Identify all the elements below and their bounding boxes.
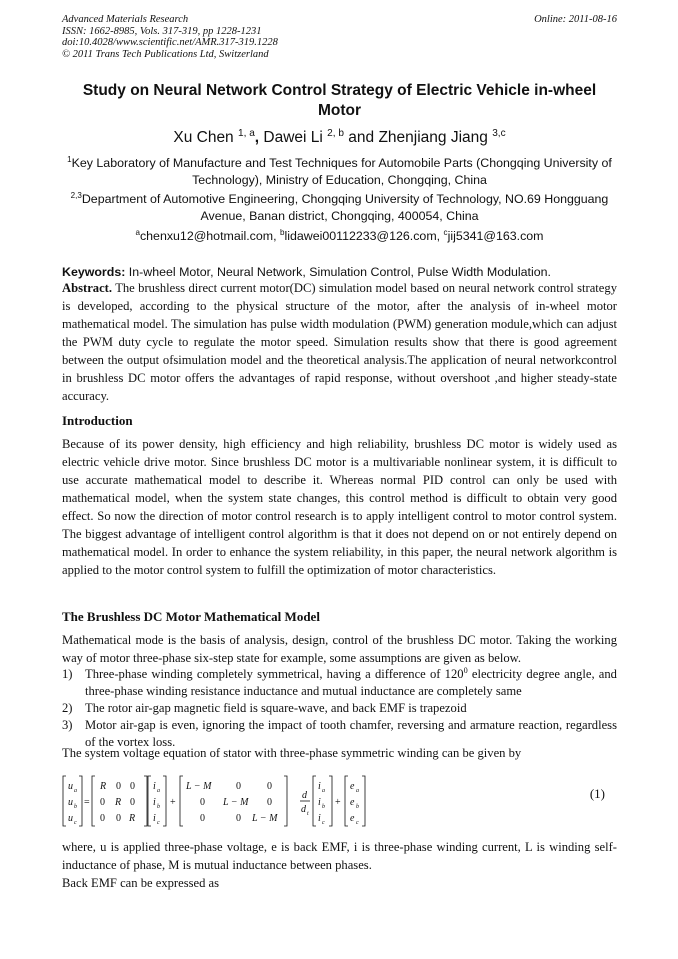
email-b[interactable]: lidawei00112233@126.com, [284, 229, 444, 243]
author-line [62, 128, 617, 147]
introduction-heading: Introduction [62, 413, 133, 428]
keywords-label: Keywords: [62, 265, 126, 279]
back-emf-text: Back EMF can be expressed as [62, 876, 220, 890]
author-1-affil: 1, a [238, 127, 255, 139]
journal-name: Advanced Materials Research [62, 14, 189, 25]
list-item [62, 666, 617, 700]
author-separator: , [254, 129, 264, 146]
email-c[interactable]: jij5341@163.com [447, 229, 544, 243]
model-heading: The Brushless DC Motor Mathematical Model [62, 609, 320, 624]
e-a: e [350, 781, 355, 792]
i-b-sub: b [157, 804, 160, 810]
e-a-sub: a [356, 788, 359, 794]
l-matrix-cell: 0 [267, 781, 272, 792]
i-c-sub: c [157, 820, 160, 826]
u-b-sub: b [74, 804, 77, 810]
affiliation-2-mark: 2,3 [70, 190, 82, 200]
l-matrix-cell: L − M [186, 781, 212, 792]
l-matrix-cell: 0 [267, 797, 272, 808]
i2-c-sub: c [322, 820, 325, 826]
where-text: where, u is applied three-phase voltage, e is back EMF, i is three-phase winding current, L is winding self-inductance of phase, M is mutual inductance between phases. [62, 840, 617, 872]
list-item-text: The rotor air-gap magnetic field is square-wave, and back EMF is trapezoid [85, 701, 467, 715]
l-matrix-cell: L − M [223, 797, 249, 808]
list-item-text: Three-phase winding completely symmetrical, having a difference of 120 [85, 667, 464, 681]
introduction-text: Because of its power density, high efficiency and high reliability, brushless DC motor is widely used as electric vehicle drive motor. Since brushless DC motor is a multivariable nonlinear system, it is difficult to use accurate mathematical model to describe it. Whereas normal PID control can only be used with mathematical model, when the system state changes, this control method is difficult to obtain very good effect. So now the direction of motor control research is to apply intelligent control to motor control system. The biggest advantage of intelligent control algorithm is that it does not depend on or not entirely depend on mathematical model. In order to enhance the system reliability, in this paper, the neural network algorithm is applied to the motor control system to fulfill the optimization of motor characteristics. [62, 437, 617, 577]
i2-b-sub: b [322, 804, 325, 810]
assumption-list [62, 666, 617, 751]
issn-line: ISSN: 1662-8985, Vols. 317-319, pp 1228-1231 [62, 25, 262, 37]
r-matrix-cell: 0 [100, 797, 105, 808]
model-intro: Mathematical mode is the basis of analysis, design, control of the brushless DC motor. Taking the working way of motor three-phase six-step state for example, some assumptions are given as below. [62, 633, 617, 665]
equation-matrix-graphic [62, 772, 542, 830]
l-matrix-cell: 0 [200, 813, 205, 824]
u-a: u [68, 781, 73, 792]
email-a-mark: a [135, 227, 140, 237]
derivative-t-sub: t [307, 811, 309, 817]
author-2-affil: 2, b [327, 127, 344, 139]
l-matrix-cell: 0 [236, 813, 241, 824]
derivative-denominator: d [301, 804, 306, 815]
list-item-number: 2) [62, 701, 73, 715]
u-c: u [68, 813, 73, 824]
l-matrix-cell: L − M [252, 813, 278, 824]
e-b-sub: b [356, 804, 359, 810]
i-a-sub: a [157, 788, 160, 794]
i-c: i [153, 813, 156, 824]
r-matrix-cell: R [129, 813, 136, 824]
u-a-sub: a [74, 788, 77, 794]
abstract [62, 279, 617, 405]
i-b: i [153, 797, 156, 808]
voltage-equation-intro: The system voltage equation of stator with three-phase symmetric winding can be given by [62, 746, 522, 760]
author-1: Xu Chen [173, 129, 238, 146]
voltage-equation [62, 772, 617, 830]
email-c-mark: c [443, 227, 448, 237]
author-3: Zhenjiang Jiang [378, 129, 493, 146]
equals-sign: = [84, 797, 90, 808]
equation-number: (1) [589, 786, 605, 801]
degree-superscript: 0 [463, 665, 468, 675]
affiliation-2 [62, 191, 617, 225]
plus-sign-2: + [335, 797, 341, 808]
online-date: Online: 2011-08-16 [534, 14, 617, 25]
l-matrix-cell: 0 [236, 781, 241, 792]
list-item [62, 700, 617, 717]
email-b-mark: b [279, 227, 285, 237]
affiliation-1-text: Key Laboratory of Manufacture and Test Techniques for Automobile Parts (Chongqing University of Technology), Ministry of Education, Chongqing, China [71, 156, 612, 187]
author-separator-and: and [343, 129, 379, 146]
paper-title: Study on Neural Network Control Strategy of Electric Vehicle in-wheel Motor [82, 82, 597, 119]
u-c-sub: c [74, 820, 77, 826]
u-b: u [68, 797, 73, 808]
author-3-affil: 3,c [492, 127, 506, 139]
abstract-text: The brushless direct current motor(DC) simulation model based on neural network control strategy is developed, according to the physical structure of the motor, after the analysis of in-wheel motor mathematical model. The simulation has pulse width modulation (PWM) generation module,which can adjust the PWM duty cycle to regulate the motor speed. Simulation results show that there is good agreement between the output ofsimulation model and the theoretical analysis.The application of neural networkcontrol in brushless DC motor offers the advantages of rapid response, without overshoot ,and higher steady-state accuracy. [62, 281, 617, 403]
r-matrix-cell: 0 [130, 797, 135, 808]
e-b: e [350, 797, 355, 808]
email-a[interactable]: chenxu12@hotmail.com, [139, 229, 280, 243]
list-item-text-cont: electricity degree angle, and three-phase winding resistance inductance and mutual inductance are completely same [85, 667, 617, 698]
r-matrix-cell: 0 [116, 813, 121, 824]
i2-c: i [318, 813, 321, 824]
copyright-line: © 2011 Trans Tech Publications Ltd, Switzerland [62, 48, 269, 60]
i2-a: i [318, 781, 321, 792]
affiliation-1-mark: 1 [67, 154, 72, 164]
list-item-text: Motor air-gap is even, ignoring the impact of tooth chamfer, reversing and armature reaction, regardless of the vortex loss. [85, 718, 617, 749]
r-matrix-cell: 0 [130, 781, 135, 792]
r-matrix-cell: 0 [100, 813, 105, 824]
e-c-sub: c [356, 820, 359, 826]
i-a: i [153, 781, 156, 792]
affiliation-1 [62, 155, 617, 189]
author-2: Dawei Li [263, 129, 328, 146]
affiliation-2-text: Department of Automotive Engineering, Chongqing University of Technology, NO.69 Hongguang Avenue, Banan district, Chongqing, 400054, China [81, 192, 609, 223]
r-matrix-cell: R [115, 797, 122, 808]
e-c: e [350, 813, 355, 824]
journal-header [62, 14, 617, 60]
abstract-label: Abstract. [62, 281, 113, 295]
keywords-text: In-wheel Motor, Neural Network, Simulation Control, Pulse Width Modulation. [125, 265, 551, 279]
list-item-number: 1) [62, 667, 73, 681]
r-matrix-cell: 0 [116, 781, 121, 792]
email-line [62, 228, 617, 245]
r-matrix-cell: R [100, 781, 107, 792]
l-matrix-cell: 0 [200, 797, 205, 808]
i2-a-sub: a [322, 788, 325, 794]
list-item-number: 3) [62, 718, 73, 732]
plus-sign: + [170, 797, 176, 808]
doi-line: doi:10.4028/www.scientific.net/AMR.317-319.1228 [62, 37, 278, 48]
i2-b: i [318, 797, 321, 808]
derivative-numerator: d [302, 790, 307, 801]
